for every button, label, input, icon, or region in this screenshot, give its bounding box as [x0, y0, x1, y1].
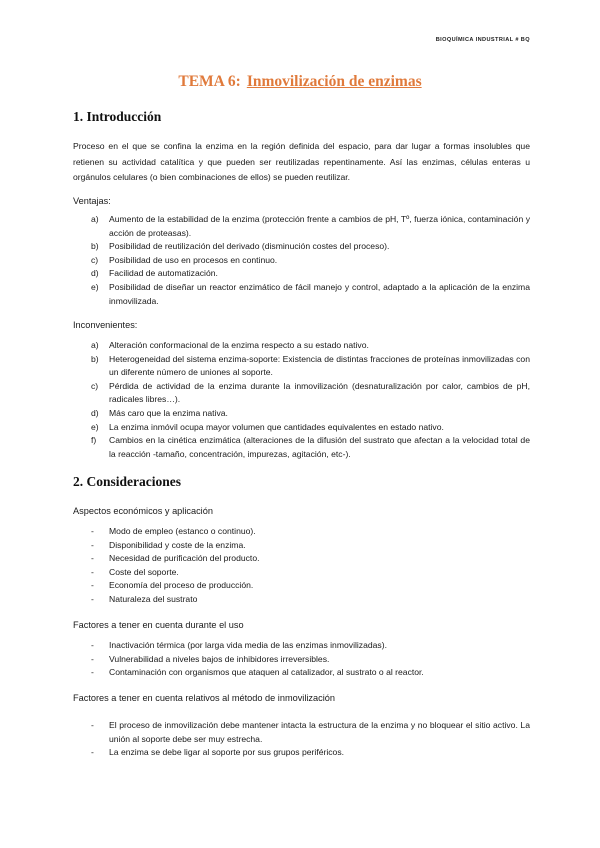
list-item — [73, 421, 530, 435]
list-marker: d) — [91, 407, 99, 418]
factores-metodo-label: Factores a tener en cuenta relativos al método de inmovilización — [73, 693, 335, 703]
list-item-text: Coste del soporte. — [109, 566, 179, 577]
list-item-text: Cambios en la cinética enzimática (alteraciones de la difusión del sustrato que afectan a la velocidad total de la reacción -tamaño, concentración, impurezas, agitación, etc-). — [109, 435, 530, 459]
list-item-text: Contaminación con organismos que ataquen al catalizador, al sustrato o al reactor. — [109, 667, 424, 678]
list-item-text: Necesidad de purificación del producto. — [109, 553, 260, 564]
list-item — [73, 281, 530, 308]
list-marker: e) — [91, 281, 99, 292]
list-marker: d) — [91, 268, 99, 279]
list-item-text: Heterogeneidad del sistema enzima-soporte: Existencia de distintas fracciones de proteínas inmovilizadas con un diferente número de uniones al soporte. — [109, 353, 530, 378]
list-item — [73, 653, 530, 667]
list-marker: b) — [91, 241, 99, 252]
list-marker: c) — [91, 254, 99, 265]
list-marker: a) — [91, 214, 99, 224]
list-item — [73, 353, 530, 380]
list-item-text: Alteración conformacional de la enzima respecto a su estado nativo. — [109, 340, 369, 350]
list-marker: - — [91, 526, 94, 536]
list-marker: a) — [91, 340, 99, 350]
list-item-text: La enzima se debe ligar al soporte por sus grupos periféricos. — [109, 747, 345, 758]
list-item — [73, 539, 530, 553]
ventajas-list — [73, 213, 530, 308]
list-marker: - — [91, 580, 94, 591]
list-item-text: La enzima inmóvil ocupa mayor volumen que cantidades equivalentes en estado nativo. — [109, 421, 444, 432]
list-item-text: Naturaleza del sustrato — [109, 593, 198, 604]
ventajas-label: Ventajas: — [73, 196, 111, 206]
list-marker: - — [91, 667, 94, 678]
aspectos-list — [73, 525, 530, 607]
list-item-text: Disponibilidad y coste de la enzima. — [109, 539, 246, 550]
factores-uso-list — [73, 639, 530, 680]
title-prefix: TEMA 6: — [178, 73, 241, 90]
aspectos-label: Aspectos económicos y aplicación — [73, 506, 213, 516]
list-marker: - — [91, 720, 94, 730]
list-marker: f) — [91, 435, 97, 446]
list-marker: - — [91, 747, 94, 758]
section-heading-consideraciones: 2. Consideraciones — [73, 474, 181, 489]
list-item — [73, 746, 530, 760]
list-item — [73, 407, 530, 421]
list-item — [73, 639, 530, 653]
list-marker: - — [91, 539, 94, 550]
list-marker: - — [91, 593, 94, 604]
list-item-text: Inactivación térmica (por larga vida media de las enzimas inmovilizadas). — [109, 640, 387, 650]
list-item — [73, 380, 530, 407]
list-item — [73, 339, 530, 353]
list-marker: - — [91, 640, 94, 650]
list-item-text: Pérdida de actividad de la enzima durante la inmovilización (desnaturalización por calor, cambios de pH, radicales libres…). — [109, 380, 530, 405]
list-item — [73, 552, 530, 566]
inconvenientes-label: Inconvenientes: — [73, 320, 138, 330]
title-subtitle: Inmovilización de enzimas — [246, 73, 422, 90]
list-item — [73, 240, 530, 254]
list-item-text: El proceso de inmovilización debe mantener intacta la estructura de la enzima y no bloquear el sitio activo. La unión al soporte debe ser muy estrecha. — [109, 720, 530, 744]
list-item-text: Vulnerabilidad a niveles bajos de inhibidores irreversibles. — [109, 653, 330, 664]
page-title — [0, 73, 600, 91]
list-item-text: Posibilidad de reutilización del derivado (disminución costes del proceso). — [109, 241, 390, 252]
list-item — [73, 213, 530, 240]
list-item — [73, 254, 530, 268]
list-item-text: Economía del proceso de producción. — [109, 580, 254, 591]
list-item — [73, 593, 530, 607]
list-item — [73, 566, 530, 580]
list-marker: b) — [91, 353, 99, 364]
list-item-text: Posibilidad de uso en procesos en continuo. — [109, 254, 278, 265]
list-item — [73, 719, 530, 746]
list-item — [73, 579, 530, 593]
running-header: BIOQUÍMICA INDUSTRIAL # BQ — [435, 37, 530, 43]
list-item-text: Modo de empleo (estanco o continuo). — [109, 526, 256, 536]
list-marker: e) — [91, 421, 99, 432]
list-marker: - — [91, 553, 94, 564]
list-item-text: Facilidad de automatización. — [109, 268, 218, 279]
factores-metodo-list — [73, 719, 530, 760]
list-marker: - — [91, 653, 94, 664]
intro-paragraph: Proceso en el que se confina la enzima en la región definida del espacio, para dar lugar a formas insolubles que retienen su actividad catalítica y que pueden ser reutilizadas repentinamente. Así las enzimas, células enteras u orgánulos celulares (o bien combinaciones de ellos) se pueden reutilizar. — [73, 141, 530, 183]
list-item-text: Posibilidad de diseñar un reactor enzimático de fácil manejo y control, adaptado a la aplicación de la enzima inmovilizada. — [109, 281, 530, 306]
list-item — [73, 525, 530, 539]
factores-uso-label: Factores a tener en cuenta durante el uso — [73, 620, 244, 630]
inconvenientes-list — [73, 339, 530, 461]
list-item — [73, 267, 530, 281]
list-marker: c) — [91, 380, 99, 391]
list-item-text: Aumento de la estabilidad de la enzima (protección frente a cambios de pH, Tº, fuerza iónica, contaminación y acción de proteasas). — [109, 214, 530, 238]
section-heading-introduccion: 1. Introducción — [73, 109, 162, 124]
list-item-text: Más caro que la enzima nativa. — [109, 407, 228, 418]
list-marker: - — [91, 566, 94, 577]
list-item — [73, 434, 530, 461]
list-item — [73, 666, 530, 680]
